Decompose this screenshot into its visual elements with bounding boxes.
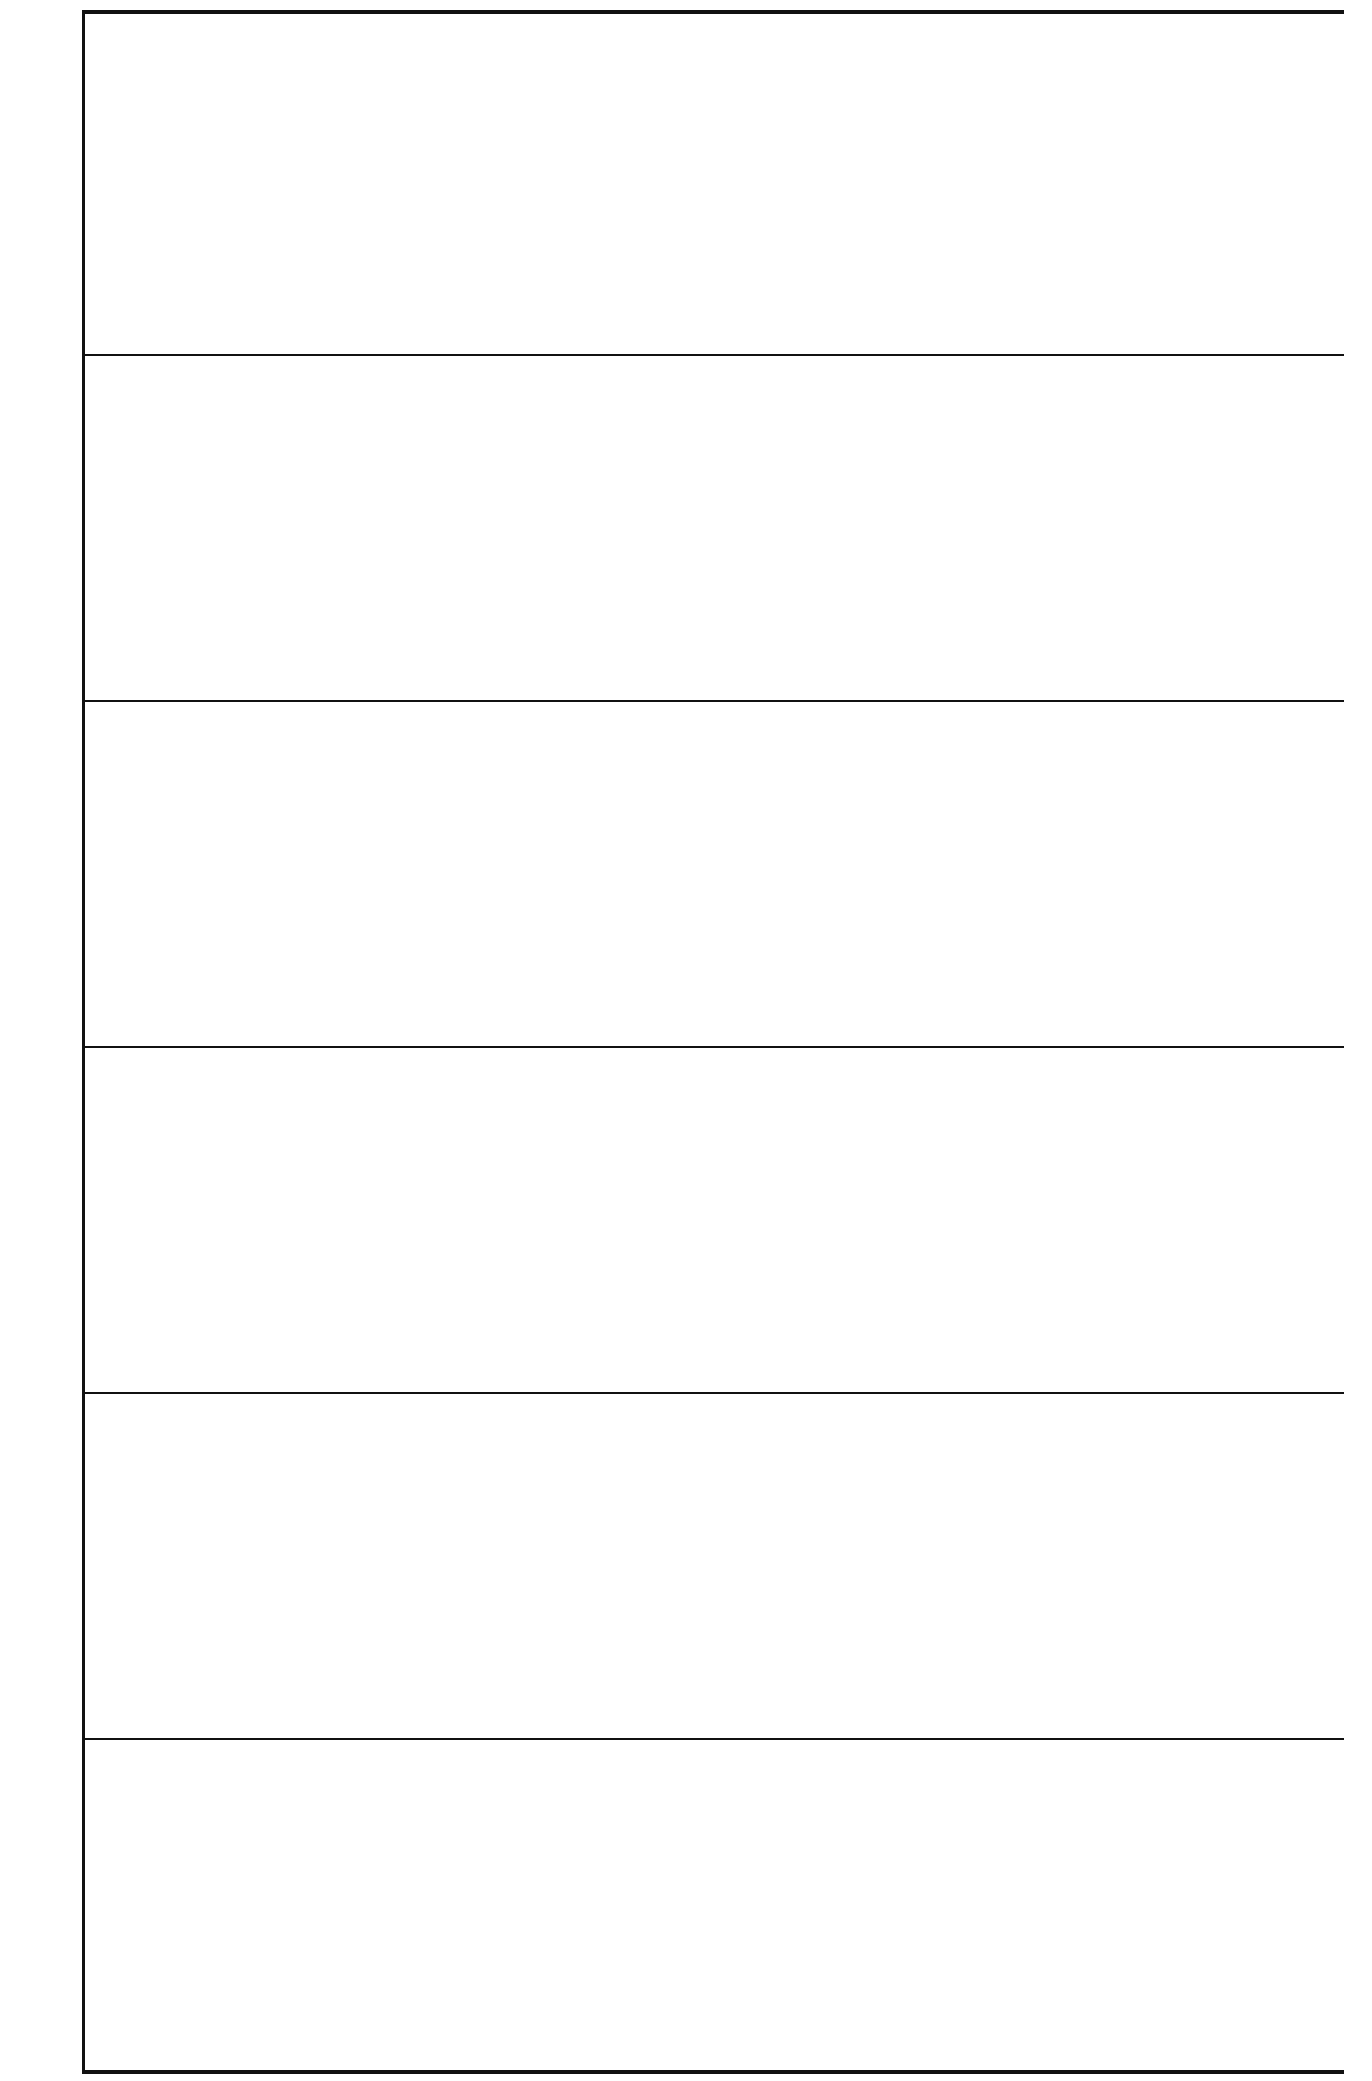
row-divider-3 (82, 1046, 1344, 1048)
table-border-top (82, 10, 1344, 14)
row-divider-4 (82, 1392, 1344, 1394)
row-divider-1 (82, 354, 1344, 356)
table-border-bottom (82, 2070, 1344, 2074)
table-border-left (82, 10, 85, 2073)
row-divider-5 (82, 1738, 1344, 1740)
row-divider-2 (82, 700, 1344, 702)
